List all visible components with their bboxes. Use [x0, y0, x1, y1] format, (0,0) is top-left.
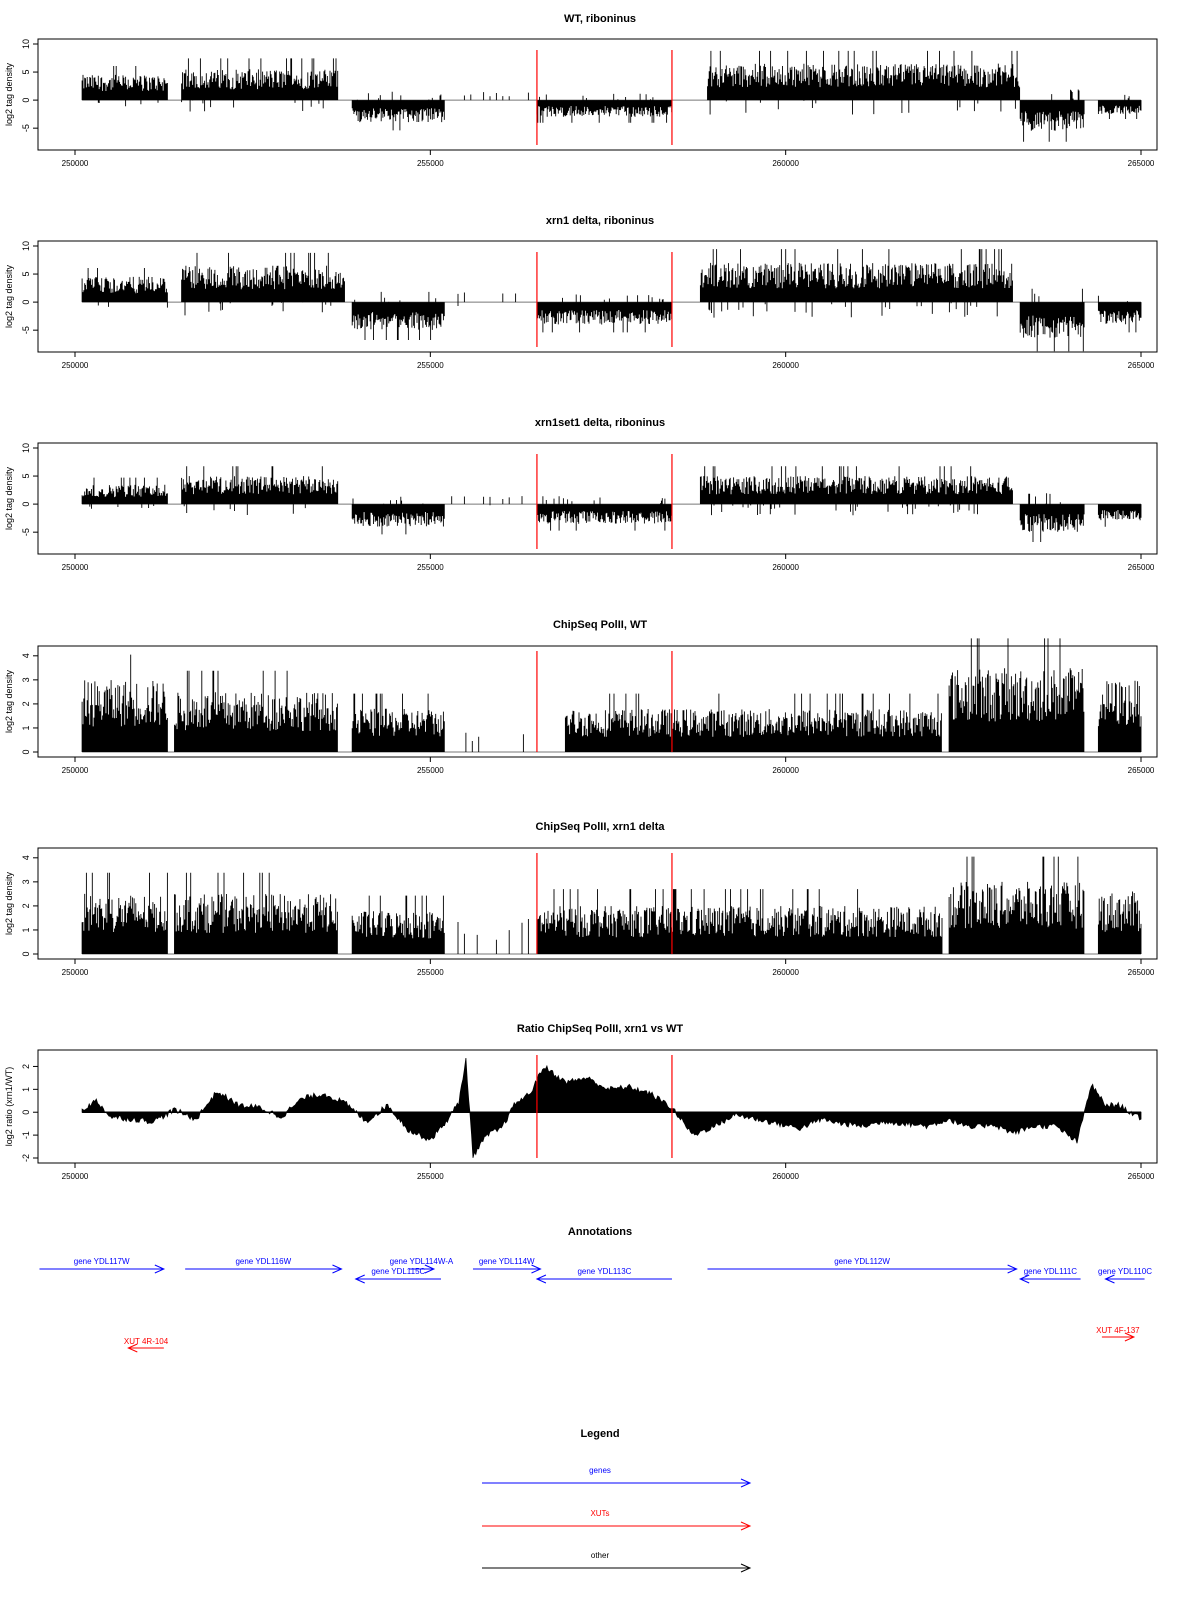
- coverage-segment-1: [182, 253, 345, 316]
- y-axis-label: log2 tag density: [4, 466, 14, 531]
- gene-label: gene YDL117W: [73, 1257, 130, 1266]
- coverage-bars: [175, 873, 338, 954]
- coverage-bars: [537, 94, 672, 123]
- chart-panel-5: [4, 1023, 1157, 1181]
- coverage-segment-1: [182, 466, 338, 515]
- xut-annotation: [124, 1337, 169, 1352]
- y-tick-label: 0: [21, 749, 31, 755]
- coverage-segment-1: [175, 873, 338, 954]
- data-marks: [82, 638, 1141, 752]
- x-tick-label: 260000: [772, 1172, 800, 1181]
- coverage-bars: [352, 92, 444, 131]
- coverage-segment-4: [537, 496, 672, 530]
- coverage-segment-1: [175, 671, 338, 752]
- x-tick-label: 250000: [61, 766, 89, 775]
- annotations-panel: [39, 1226, 1152, 1352]
- gene-annotation: [473, 1257, 541, 1273]
- coverage-segment-5: [708, 51, 1020, 115]
- y-tick-label: 2: [21, 1063, 31, 1069]
- x-tick-label: 255000: [416, 563, 444, 572]
- coverage-bars: [182, 253, 345, 316]
- coverage-segment-0: [82, 873, 167, 954]
- coverage-bars: [464, 92, 528, 100]
- coverage-segment-6: [1020, 90, 1084, 142]
- x-tick-label: 265000: [1127, 563, 1155, 572]
- y-tick-label: -1: [21, 1131, 31, 1140]
- legend-item: [482, 1509, 750, 1530]
- coverage-bars: [458, 919, 528, 954]
- coverage-segment-2: [352, 694, 444, 752]
- gene-annotation: [707, 1257, 1016, 1273]
- coverage-segment-6: [1020, 289, 1084, 352]
- y-tick-label: 0: [21, 299, 31, 305]
- chart-title: xrn1set1 delta, riboninus: [534, 417, 666, 429]
- x-tick-label: 250000: [61, 563, 89, 572]
- coverage-bars: [1098, 95, 1141, 119]
- gene-label: gene YDL114W: [478, 1257, 535, 1266]
- annotations-title: Annotations: [567, 1226, 633, 1238]
- coverage-bars: [352, 896, 444, 954]
- chart-title: ChipSeq PolII, xrn1 delta: [535, 821, 665, 833]
- chart-panel-3: [4, 619, 1157, 775]
- coverage-segment-4: [537, 295, 672, 333]
- coverage-bars: [458, 293, 516, 307]
- y-tick-label: 10: [21, 442, 31, 454]
- coverage-bars: [1020, 90, 1084, 142]
- y-tick-label: 1: [21, 725, 31, 731]
- coverage-bars: [82, 268, 167, 308]
- data-marks: [82, 249, 1141, 351]
- x-tick-label: 265000: [1127, 766, 1155, 775]
- coverage-bars: [537, 295, 672, 333]
- coverage-bars: [1098, 892, 1141, 955]
- gene-label: gene YDL115C: [371, 1267, 426, 1276]
- coverage-bars: [537, 889, 942, 954]
- chart-panel-2: [4, 417, 1157, 572]
- coverage-segment-2: [352, 497, 444, 535]
- coverage-bars: [708, 51, 1020, 115]
- coverage-segment-7: [1098, 95, 1141, 119]
- coverage-bars: [1020, 289, 1084, 352]
- y-tick-label: 1: [21, 1086, 31, 1092]
- y-axis-label: log2 ratio (xrn1/WT): [4, 1066, 14, 1147]
- y-tick-label: 4: [21, 653, 31, 659]
- legend: [482, 1428, 750, 1572]
- coverage-segment-4: [565, 694, 941, 752]
- y-tick-label: 3: [21, 677, 31, 683]
- x-tick-label: 265000: [1127, 159, 1155, 168]
- coverage-bars: [1098, 504, 1141, 527]
- y-axis-label: log2 tag density: [4, 62, 14, 127]
- coverage-segment-0: [82, 268, 167, 308]
- y-tick-label: -2: [21, 1153, 31, 1163]
- gene-label: gene YDL112W: [834, 1257, 890, 1266]
- gene-label: gene YDL110C: [1098, 1267, 1152, 1276]
- x-tick-label: 255000: [416, 361, 444, 370]
- coverage-bars: [700, 466, 1012, 515]
- coverage-bars: [182, 466, 338, 515]
- legend-label: XUTs: [590, 1509, 610, 1518]
- coverage-segment-6: [1020, 493, 1084, 542]
- gene-label: gene YDL111C: [1023, 1267, 1078, 1276]
- coverage-bars: [352, 292, 444, 340]
- data-marks: [82, 51, 1141, 142]
- y-tick-label: 3: [21, 879, 31, 885]
- coverage-bars: [82, 873, 167, 954]
- y-axis-label: log2 tag density: [4, 669, 14, 734]
- chart-panel-4: [4, 821, 1157, 977]
- coverage-bars: [352, 694, 444, 752]
- coverage-bars: [949, 638, 1084, 752]
- x-tick-label: 250000: [61, 159, 89, 168]
- coverage-segment-5: [949, 638, 1084, 752]
- gene-annotation: [1020, 1267, 1080, 1283]
- y-axis-label: log2 tag density: [4, 871, 14, 936]
- x-tick-label: 265000: [1127, 361, 1155, 370]
- coverage-bars: [700, 249, 1012, 318]
- chart-panel-0: [4, 13, 1157, 168]
- x-tick-label: 265000: [1127, 968, 1155, 977]
- coverage-segment-5: [700, 466, 1012, 515]
- gene-label: gene YDL114W-A: [389, 1257, 454, 1266]
- chart-title: WT, riboninus: [563, 13, 637, 25]
- gene-annotation: [39, 1257, 163, 1273]
- y-tick-label: -5: [21, 326, 31, 335]
- coverage-segment-2: [352, 292, 444, 340]
- x-tick-label: 250000: [61, 1172, 89, 1181]
- coverage-bars: [182, 58, 338, 111]
- coverage-bars: [466, 733, 524, 752]
- coverage-bars: [537, 496, 672, 530]
- y-tick-label: 4: [21, 855, 31, 861]
- data-marks: [82, 857, 1141, 954]
- y-tick-label: 1: [21, 927, 31, 933]
- legend-label: genes: [589, 1466, 611, 1475]
- xut-label: XUT 4R-104: [123, 1337, 169, 1346]
- y-tick-label: 5: [21, 69, 31, 75]
- coverage-segment-6: [1098, 892, 1141, 955]
- x-tick-label: 255000: [416, 968, 444, 977]
- xut-annotation: [1096, 1326, 1140, 1341]
- y-tick-label: 0: [21, 1109, 31, 1115]
- x-tick-label: 250000: [61, 361, 89, 370]
- legend-title: Legend: [580, 1428, 620, 1440]
- x-tick-label: 260000: [772, 563, 800, 572]
- coverage-segment-3: [466, 733, 524, 752]
- coverage-segment-3: [458, 919, 528, 954]
- y-tick-label: 10: [21, 240, 31, 252]
- coverage-bars: [1098, 681, 1141, 752]
- coverage-segment-7: [1098, 504, 1141, 527]
- x-tick-label: 250000: [61, 968, 89, 977]
- gene-annotation: [185, 1257, 341, 1273]
- legend-item: [482, 1466, 750, 1487]
- y-tick-label: 0: [21, 501, 31, 507]
- coverage-segment-3: [464, 92, 528, 100]
- chart-title: ChipSeq PolII, WT: [552, 619, 648, 631]
- coverage-bars: [1020, 493, 1084, 542]
- gene-annotation: [537, 1267, 672, 1283]
- y-tick-label: 2: [21, 903, 31, 909]
- coverage-segment-5: [949, 857, 1084, 954]
- y-axis-label: log2 tag density: [4, 264, 14, 329]
- x-tick-label: 255000: [416, 1172, 444, 1181]
- coverage-bars: [352, 497, 444, 535]
- gene-annotation: [1098, 1267, 1152, 1283]
- chart-title: xrn1 delta, riboninus: [545, 215, 655, 227]
- coverage-bars: [1098, 296, 1141, 333]
- x-tick-label: 260000: [772, 766, 800, 775]
- chart-title: Ratio ChipSeq PolII, xrn1 vs WT: [516, 1023, 684, 1035]
- y-tick-label: 0: [21, 97, 31, 103]
- legend-item: [482, 1551, 750, 1572]
- y-tick-label: 0: [21, 951, 31, 957]
- data-marks: [82, 1058, 1141, 1158]
- gene-label: gene YDL116W: [235, 1257, 292, 1266]
- coverage-bars: [82, 655, 167, 752]
- coverage-bars: [565, 694, 941, 752]
- chart-panel-1: [4, 215, 1157, 370]
- coverage-segment-2: [352, 92, 444, 131]
- gene-label: gene YDL113C: [577, 1267, 632, 1276]
- y-tick-label: -5: [21, 528, 31, 537]
- coverage-segment-6: [1098, 681, 1141, 752]
- legend-label: other: [590, 1551, 610, 1560]
- coverage-segment-4: [537, 94, 672, 123]
- x-tick-label: 260000: [772, 968, 800, 977]
- coverage-segment-0: [82, 655, 167, 752]
- y-tick-label: 10: [21, 38, 31, 50]
- ratio-area: [82, 1058, 1141, 1158]
- coverage-segment-2: [352, 896, 444, 954]
- coverage-bars: [175, 671, 338, 752]
- x-tick-label: 255000: [416, 159, 444, 168]
- x-tick-label: 260000: [772, 361, 800, 370]
- data-marks: [82, 466, 1141, 542]
- coverage-bars: [949, 857, 1084, 954]
- x-tick-label: 255000: [416, 766, 444, 775]
- coverage-segment-7: [1098, 296, 1141, 333]
- y-tick-label: 5: [21, 473, 31, 479]
- coverage-segment-4: [537, 889, 942, 954]
- xut-label: XUT 4F-137: [1096, 1326, 1140, 1335]
- coverage-segment-3: [458, 293, 516, 307]
- x-tick-label: 265000: [1127, 1172, 1155, 1181]
- y-tick-label: 2: [21, 701, 31, 707]
- y-tick-label: -5: [21, 124, 31, 133]
- coverage-segment-5: [700, 249, 1012, 318]
- coverage-segment-1: [182, 58, 338, 111]
- y-tick-label: 5: [21, 271, 31, 277]
- x-tick-label: 260000: [772, 159, 800, 168]
